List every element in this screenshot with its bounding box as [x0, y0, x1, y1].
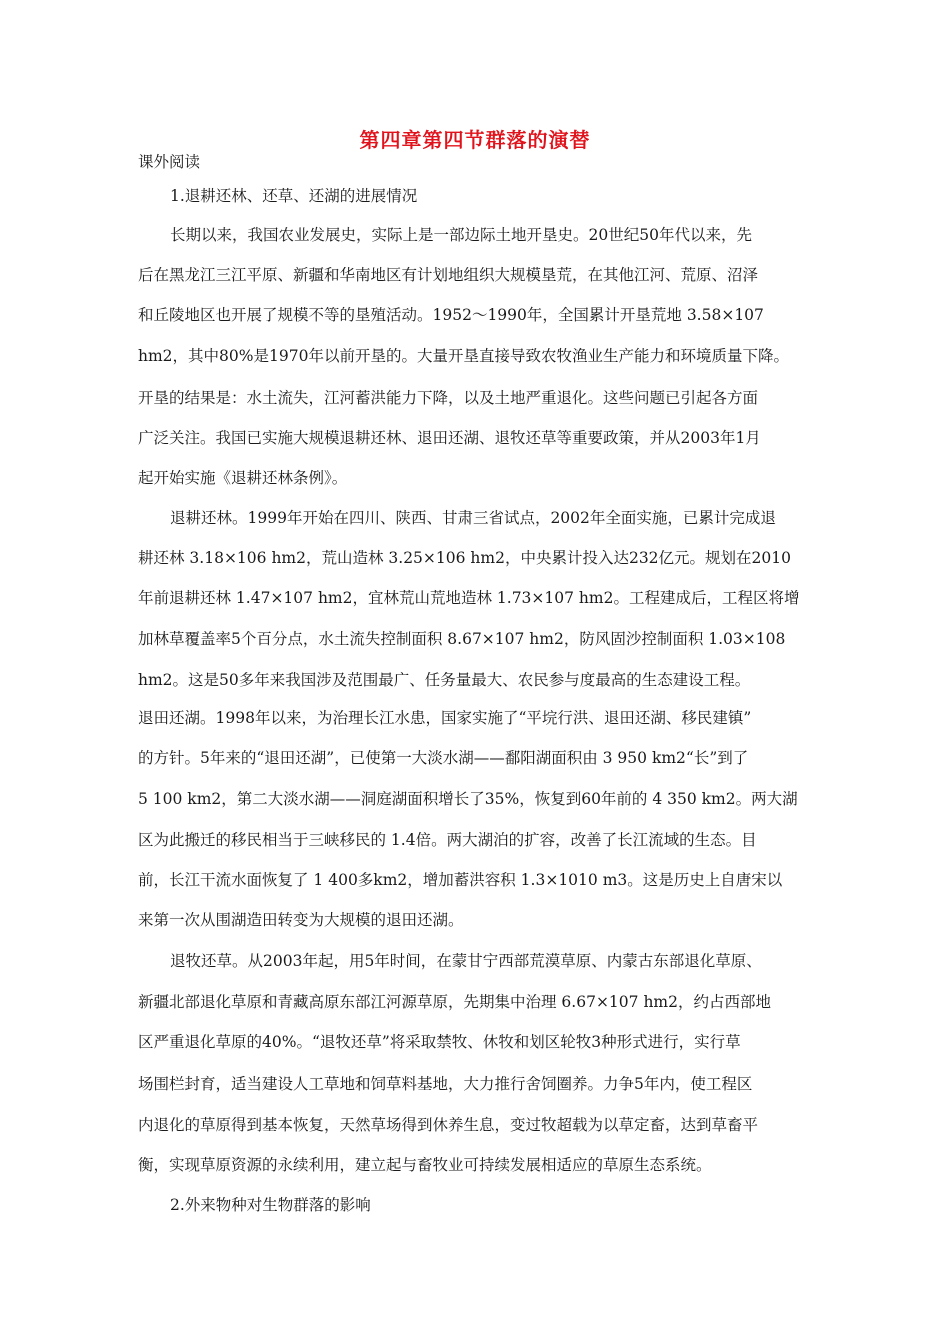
para-4-line: 区严重退化草原的40%。“退牧还草”将采取禁牧、休牧和划区轮牧3种形式进行，实行草 — [138, 1033, 741, 1051]
para-3-line: 5 100 km2，第二大淡水湖——洞庭湖面积增长了35%，恢复到60年前的 4 350 km2。两大湖 — [138, 790, 798, 808]
para-4-line: 新疆北部退化草原和青藏高原东部江河源草原，先期集中治理 6.67×107 hm2，约占西部地 — [138, 993, 771, 1011]
para-1-line: 广泛关注。我国已实施大规模退耕还林、退田还湖、退牧还草等重要政策，并从2003年1月 — [138, 429, 761, 447]
section-label: 课外阅读 — [138, 153, 201, 171]
para-1-line: hm2，其中80%是1970年以前开垦的。大量开垦直接导致农牧渔业生产能力和环境质量下降。 — [138, 347, 789, 365]
para-4-line: 场围栏封育，适当建设人工草地和饲草料基地，大力推行舍饲圈养。力争5年内，使工程区 — [138, 1075, 753, 1093]
para-1-line: 后在黑龙江三江平原、新疆和华南地区有计划地组织大规模垦荒，在其他江河、荒原、沼泽 — [138, 266, 759, 284]
para-2-line: 加林草覆盖率5个百分点，水土流失控制面积 8.67×107 hm2，防风固沙控制面积 1.03×108 — [138, 630, 786, 648]
para-3-line: 来第一次从围湖造田转变为大规模的退田还湖。 — [138, 911, 464, 929]
para-2-line: 耕还林 3.18×106 hm2，荒山造林 3.25×106 hm2，中央累计投入达232亿元。规划在2010 — [138, 549, 791, 567]
para-2-line: 年前退耕还林 1.47×107 hm2，宜林荒山荒地造林 1.73×107 hm2。工程建成后，工程区将增 — [138, 589, 800, 607]
para-2-line: 退耕还林。1999年开始在四川、陕西、甘肃三省试点，2002年全面实施，已累计完成退 — [170, 509, 776, 527]
heading-1: 1.退耕还林、还草、还湖的进展情况 — [170, 187, 418, 205]
para-3-line: 前，长江干流水面恢复了 1 400多km2，增加蓄洪容积 1.3×1010 m3。这是历史上自唐宋以 — [138, 871, 783, 889]
para-3-line: 的方针。5年来的“退田还湖”，已使第一大淡水湖——鄱阳湖面积由 3 950 km2“长”到了 — [138, 749, 749, 767]
para-1-line: 和丘陵地区也开展了规模不等的垦殖活动。1952～1990年，全国累计开垦荒地 3.58×107 — [138, 306, 764, 324]
para-4-line: 内退化的草原得到基本恢复，天然草场得到休养生息，变过牧超载为以草定畜，达到草畜平 — [138, 1116, 759, 1134]
para-1-line: 开垦的结果是：水土流失，江河蓄洪能力下降，以及土地严重退化。这些问题已引起各方面 — [138, 389, 759, 407]
para-3-line: 区为此搬迁的移民相当于三峡移民的 1.4倍。两大湖泊的扩容，改善了长江流域的生态。目 — [138, 831, 757, 849]
para-4-line: 退牧还草。从2003年起，用5年时间，在蒙甘宁西部荒漠草原、内蒙古东部退化草原、 — [170, 952, 762, 970]
para-1-line: 长期以来，我国农业发展史，实际上是一部边际土地开垦史。20世纪50年代以来，先 — [170, 226, 752, 244]
page-title: 第四章第四节群落的演替 — [359, 128, 591, 152]
para-4-line: 衡，实现草原资源的永续利用，建立起与畜牧业可持续发展相适应的草原生态系统。 — [138, 1156, 712, 1174]
para-2-line: hm2。这是50多年来我国涉及范围最广、任务量最大、农民参与度最高的生态建设工程。 — [138, 671, 751, 689]
para-1-line: 起开始实施《退耕还林条例》。 — [138, 469, 348, 487]
heading-2: 2.外来物种对生物群落的影响 — [170, 1196, 371, 1214]
para-3-line: 退田还湖。1998年以来，为治理长江水患，国家实施了“平垸行洪、退田还湖、移民建镇” — [138, 709, 752, 727]
